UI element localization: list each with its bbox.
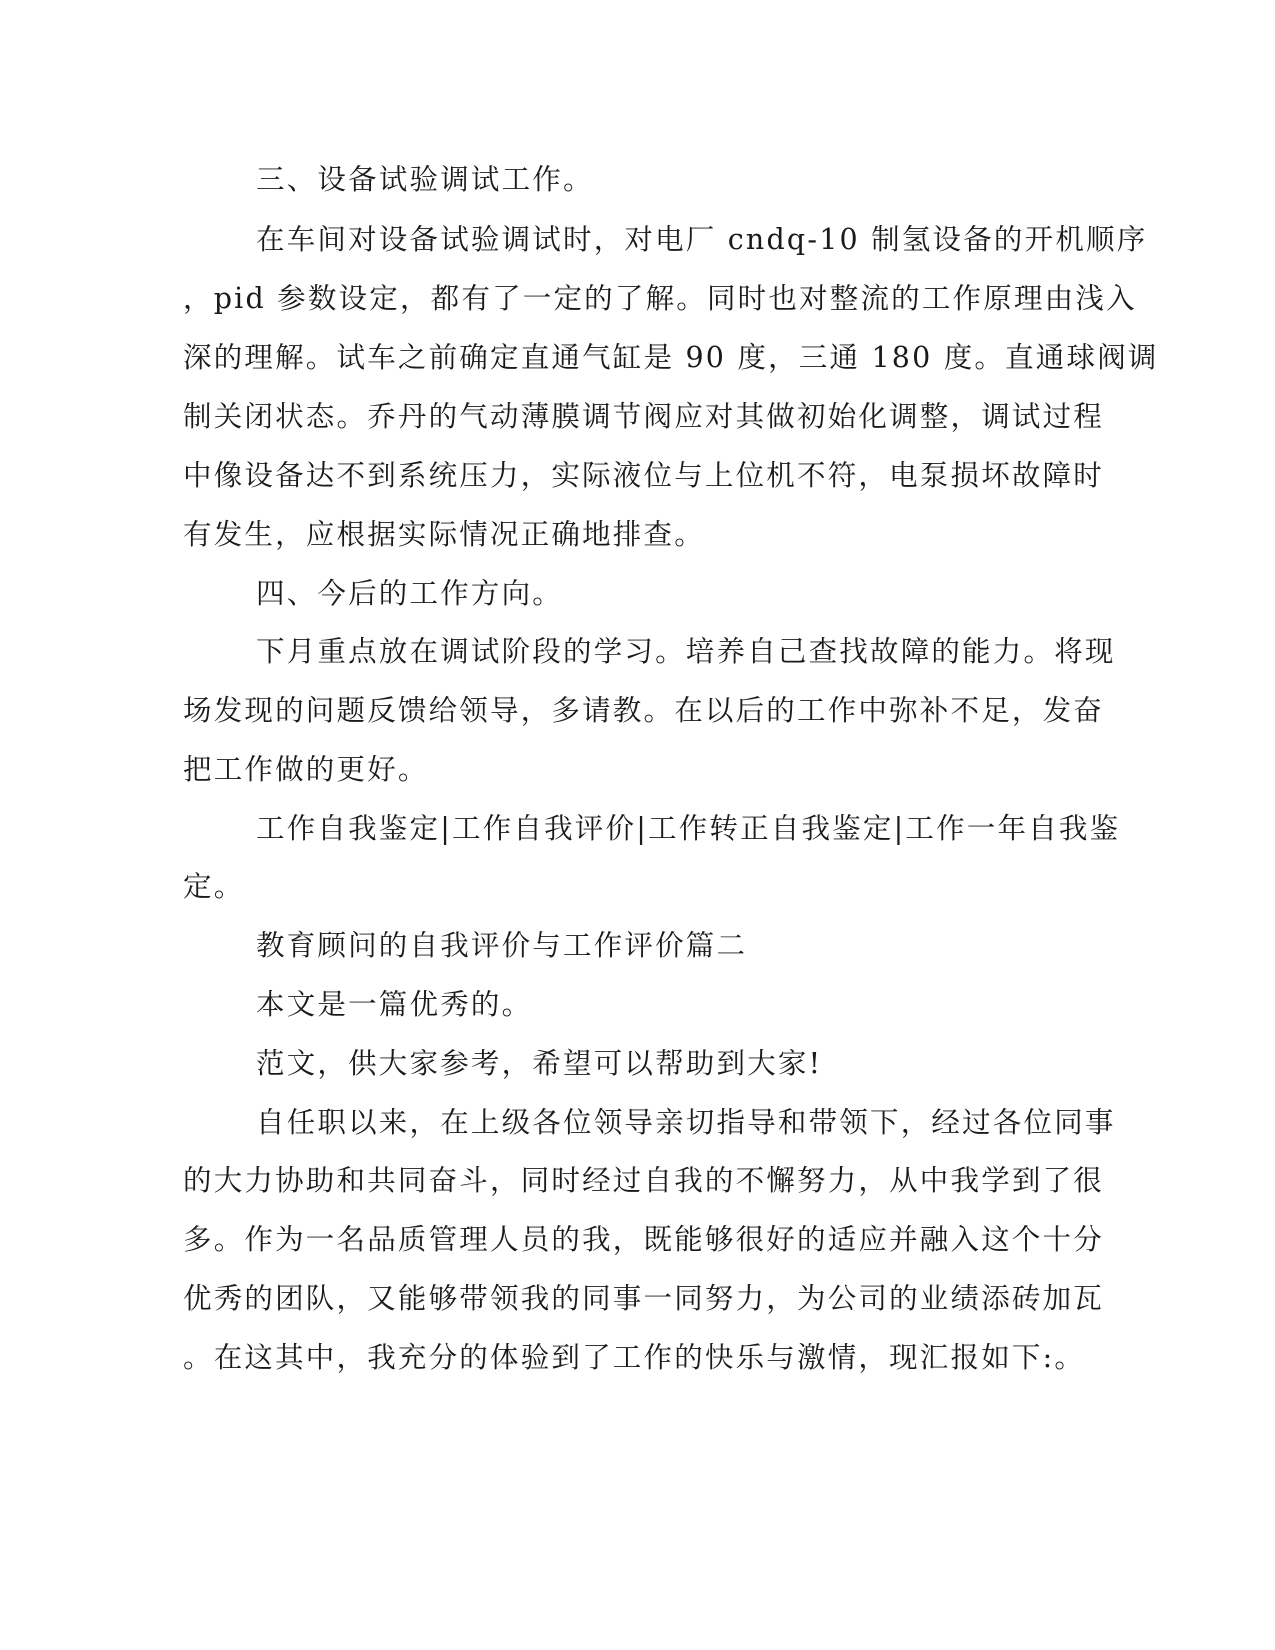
- paragraph-line: 范文，供大家参考，希望可以帮助到大家!: [256, 1047, 823, 1080]
- paragraph-line: 自任职以来，在上级各位领导亲切指导和带领下，经过各位同事: [256, 1106, 1116, 1139]
- paragraph-line: 把工作做的更好。: [183, 753, 429, 786]
- paragraph-line: 在车间对设备试验调试时，对电厂 cndq-10 制氢设备的开机顺序: [256, 223, 1148, 256]
- paragraph-line: 。在这其中，我充分的体验到了工作的快乐与激情，现汇报如下:。: [183, 1341, 1086, 1374]
- paragraph-line: 深的理解。试车之前确定直通气缸是 90 度，三通 180 度。直通球阀调: [183, 341, 1159, 374]
- section-heading-4: 四、今后的工作方向。: [256, 577, 564, 610]
- paragraph-line: 工作自我鉴定|工作自我评价|工作转正自我鉴定|工作一年自我鉴: [256, 812, 1121, 845]
- paragraph-line: 场发现的问题反馈给领导，多请教。在以后的工作中弥补不足，发奋: [183, 694, 1105, 727]
- paragraph-line: 的大力协助和共同奋斗，同时经过自我的不懈努力，从中我学到了很: [183, 1164, 1105, 1197]
- paragraph-line: ，pid 参数设定，都有了一定的了解。同时也对整流的工作原理由浅入: [183, 282, 1137, 315]
- paragraph-line: 制关闭状态。乔丹的气动薄膜调节阀应对其做初始化调整，调试过程: [183, 400, 1105, 433]
- paragraph-line: 下月重点放在调试阶段的学习。培养自己查找故障的能力。将现: [256, 635, 1116, 668]
- paragraph-line: 优秀的团队，又能够带领我的同事一同努力，为公司的业绩添砖加瓦: [183, 1282, 1105, 1315]
- paragraph-line: 定。: [183, 870, 245, 903]
- article-title: 教育顾问的自我评价与工作评价篇二: [256, 929, 748, 962]
- paragraph-line: 中像设备达不到系统压力，实际液位与上位机不符，电泵损坏故障时: [183, 459, 1105, 492]
- section-heading-3: 三、设备试验调试工作。: [256, 163, 594, 196]
- paragraph-line: 本文是一篇优秀的。: [256, 988, 533, 1021]
- paragraph-line: 多。作为一名品质管理人员的我，既能够很好的适应并融入这个十分: [183, 1223, 1105, 1256]
- paragraph-line: 有发生，应根据实际情况正确地排查。: [183, 518, 705, 551]
